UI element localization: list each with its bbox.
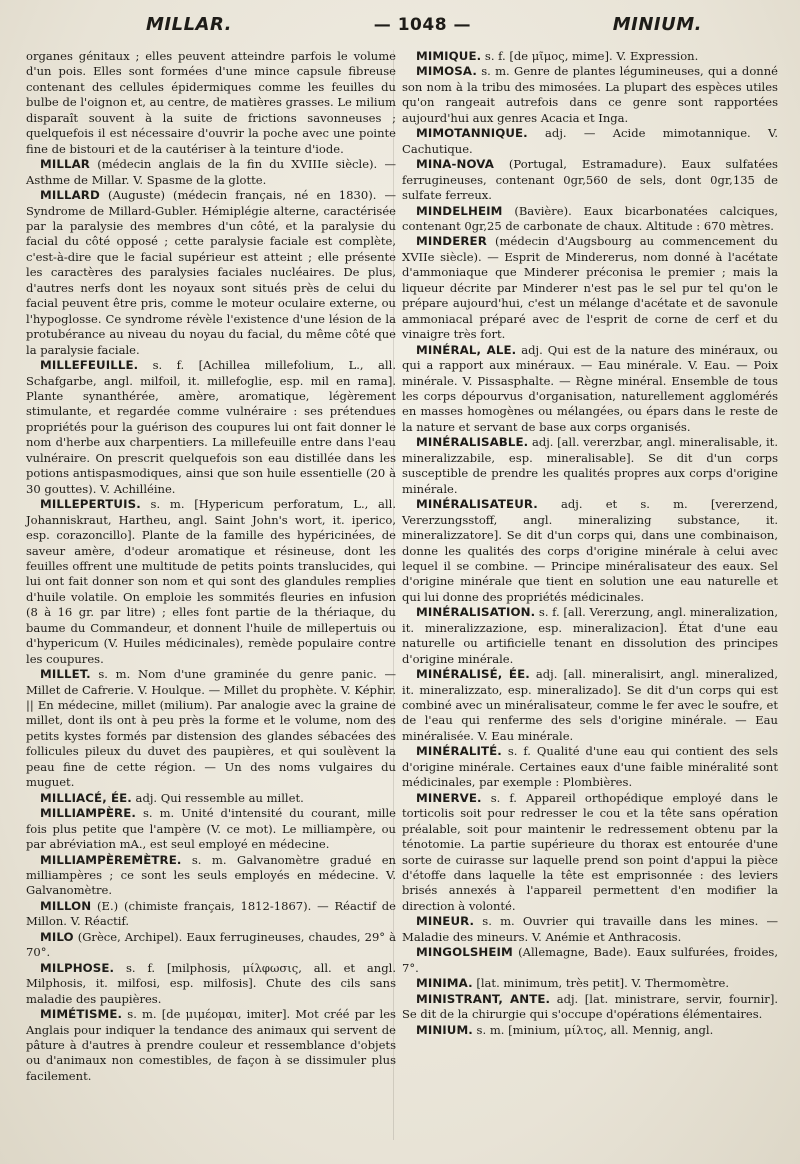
entry-definition: adj. Qui ressemble au millet. [131,790,304,805]
dictionary-entry [402,64,778,126]
entry-headword: MINIMA. [416,976,473,991]
entry-definition: adj. et s. m. [vererzend, Vererzungsstoff, angl. mineralizing substance, it. mineralizzatore]. Se dit d'un corps qui, dans une combinaison, donne les qualités des corps d'origine minérale à celui avec lequel il se combine. — Principe minéralisateur des eaux. Sel d'origine minérale que tient en solution une eau naturelle et qui lui donne des propriétés médicinales. [402,497,778,604]
dictionary-entry [26,497,396,667]
entry-definition: adj. [all. vererzbar, angl. mineralisable, it. mineralizzabile, esp. mineralisable]. Se dit d'un corps susceptible de prendre les qualités propres aux corps d'origine minérale. [402,435,778,496]
entry-definition: adj. [lat. ministrare, servir, fournir]. Se dit de la chirurgie qui s'occupe d'opérations élémentaires. [402,991,779,1022]
dictionary-entry [402,667,778,744]
entry-headword: MINISTRANT, ANTE. [416,991,551,1006]
dictionary-entry [402,204,778,235]
dictionary-entry [26,157,396,188]
entry-definition: s. f. Qualité d'une eau qui contient des sels d'origine minérale. Certaines eaux d'une faible minéralité sont médicinales, par exemple : Plombières. [402,744,778,790]
entry-definition: (Allemagne, Bade). Eaux sulfurées, froides, 7°. [402,945,778,975]
dictionary-entry [402,976,778,991]
entry-headword: MINDELHEIM [416,203,503,218]
entry-headword: MILLIACÉ, ÉE. [40,790,132,805]
entry-definition: adj. — Acide mimotannique. V. Cachutique. [402,126,778,156]
dictionary-entry [402,992,778,1023]
dictionary-entry [26,667,396,791]
entry-headword: MINDERER [416,234,487,249]
column-gutter [393,50,394,1140]
entry-headword: MILLARD [40,188,100,203]
entry-headword: MILLIAMPÈREMÈTRE. [40,852,182,867]
entry-headword: MINÉRALISÉ, ÉE. [416,667,530,682]
entry-definition: (Auguste) (médecin français, né en 1830). — Syndrome de Millard-Gubler. Hémiplégie alterne, caractérisée par la paralysie des membres d'un côté, et la paralysie du facial du côté opposé ; cette paralysie faciale est complète, c'est-à-dire que le facial supérieur est atteint ; elle présente les caractères des paralysies faciales nucléaires. De plus, d'autres nerfs dont les noyaux sont situés près de celui du facial peuvent être pris, comme le moteur oculaire externe, ou l'hypoglosse. Ce syndrome révèle l'existence d'une lésion de la protubérance au niveau du noyau du facial, du même côté que la paralysie faciale. [26,188,396,357]
entry-definition: s. f. [all. Vererzung, angl. mineralization, it. mineralizzazione, esp. mineralizacion]. État d'une eau naturelle ou artificielle tenant en dissolution des principes d'origine minérale. [402,605,778,666]
dictionary-entry [402,435,778,497]
entry-definition: (Bavière). Eaux bicarbonatées calciques, contenant 0gr,25 de carbonate de chaux. Altitude : 670 mètres. [402,203,778,233]
entry-definition: s. f. [milphosis, μίλφωσις, all. et angl. Milphosis, it. milfosi, esp. milfosis]. Chute des cils sans maladie des paupières. [26,960,396,1006]
entry-headword: MILLAR [40,157,90,172]
entry-definition: (médecin d'Augsbourg au commencement du XVIIe siècle). — Esprit de Mindererus, nom donné à l'acétate d'ammoniaque que Minderer préconisa le premier ; mais la liqueur décrite par Minderer n'est pas le sel pur tel qu'on le prépare aujourd'hui, c'est un mélange d'acétate et de savonule ammoniacal préparé avec de l'esprit de corne de cerf et du vinaigre très fort. [402,234,778,342]
entry-definition: s. f. [de μῖμος, mime]. V. Expression. [481,49,699,63]
dictionary-entry [26,188,396,358]
left-column [26,49,396,1084]
dictionary-entry [26,930,396,961]
entry-definition: (Portugal, Estramadure). Eaux sulfatées ferrugineuses, contenant 0gr,560 de sels, dont 0gr,135 de sulfate ferreux. [402,157,778,203]
entry-headword: MIMOTANNIQUE. [416,126,528,141]
dictionary-entry [26,358,396,497]
entry-definition: s. m. [minium, μίλτος, all. Mennig, angl. [472,1022,714,1037]
entry-definition: [lat. minimum, très petit]. V. Thermomètre. [472,976,729,991]
entry-definition: (E.) (chimiste français, 1812-1867). — Réactif de Millon. V. Réactif. [26,898,396,929]
entry-headword: MILPHOSE. [40,960,115,975]
entry-headword: MILO [40,929,74,944]
dictionary-entry [26,961,396,1007]
entry-headword: MINIUM. [416,1022,473,1037]
entry-headword: MILLON [40,898,92,913]
dictionary-entry [402,914,778,945]
entry-definition: s. m. Nom d'une graminée du genre panic. — Millet de Cafrerie. V. Houlque. — Millet du prophète. V. Képhir. || En médecine, millet (milium). Par analogie avec la graine de millet, dont ils ont à peu près la forme et le volume, nom des petits kystes formés par distension des glandes sébacées des follicules pileux du duvet des paupières, et qui soulèvent la peau fine de cette région. — Un des noms vulgaires du muguet. [26,667,396,790]
entry-headword: MIMÉTISME. [40,1007,123,1022]
dictionary-entry [26,49,396,157]
dictionary-entry [402,343,778,436]
dictionary-entry [402,744,778,790]
entry-definition: s. m. Ouvrier qui travaille dans les mines. — Maladie des mineurs. V. Anémie et Anthracosis. [402,914,778,944]
entry-headword: MINEUR. [416,914,475,929]
entry-headword: MIMOSA. [416,64,477,79]
dictionary-entry [402,945,778,976]
entry-definition: s. m. Galvanomètre gradué en milliampères ; ce sont les seuls employés en médecine. V. Galvanomètre. [26,852,396,898]
entry-definition: s. m. [de μιμέομαι, imiter]. Mot créé par les Anglais pour indiquer la tendance des animaux qui servent de pâture à d'autres à prendre couleur et ressemblance d'objets ou d'animaux non comestibles, de façon à se dissimuler plus facilement. [26,1007,396,1083]
entry-definition: s. m. [Hypericum perforatum, L., all. Johanniskraut, Hartheu, angl. Saint John's wort, it. iperico, esp. corazoncillo]. Plante de la famille des hypéricinées, de saveur amère, d'odeur aromatique et résineuse, dont les feuilles offrent une multitude de petits points translucides, qui lui ont fait donner son nom et qui sont des glandules remplies d'huile volatile. On emploie les sommités fleuries en infusion (8 à 16 gr. par litre) ; elles font partie de la thériaque, du baume du Commandeur, et donnent l'huile de millepertuis ou d'hypericum (V. Huiles médicinales), remède populaire contre les coupures. [26,497,396,666]
dictionary-entry [402,791,778,915]
dictionary-entry [26,899,396,930]
entry-headword: MILLEPERTUIS. [40,497,141,512]
entry-headword: MIMIQUE. [416,49,482,63]
dictionary-entry [402,49,778,64]
dictionary-entry [26,806,396,852]
dictionary-entry [402,157,778,203]
dictionary-entry [26,853,396,899]
entry-headword: MILLEFEUILLE. [40,358,139,373]
running-header [28,14,772,40]
entry-definition: s. f. Appareil orthopédique employé dans le torticolis soit pour redresser le cou et la tête sans opération préalable, soit pour maintenir le redressement obtenu par la ténotomie. La partie supérieure du thorax est entourée d'une sorte de cuirasse sur laquelle prend son point d'appui la pièce d'étoffe dans laquelle la tête est emprisonnée : des leviers brisés annexés à l'appareil permettent d'en modifier la direction à volonté. [402,790,778,913]
dictionary-entry [402,497,778,605]
entry-definition: (médecin anglais de la fin du XVIIIe siècle). — Asthme de Millar. V. Spasme de la glotte. [26,157,396,187]
dictionary-entry [402,234,778,342]
entry-headword: MINA-NOVA [416,157,494,172]
entry-definition: adj. [all. mineralisirt, angl. mineralized, it. mineralizzato, esp. mineralizado]. Se dit d'un corps qui est combiné avec un minéralisateur, comme le fer avec le soufre, et de l'eau qui renferme des sels d'origine minérale. — Eau minéralisée. V. Eau minérale. [402,667,778,743]
dictionary-entry [402,1023,778,1038]
entry-definition: adj. Qui est de la nature des minéraux, ou qui a rapport aux minéraux. — Eau minérale. V. Eau. — Poix minérale. V. Pissasphalte. — Règne minéral. Ensemble de tous les corps dépourvus d'organisation, naturellement agglomérés en masses homogènes ou mélangées, ou épars dans le reste de la nature et servant de base aux corps organisés. [402,342,778,434]
entry-definition: organes génitaux ; elles peuvent atteindre parfois le volume d'un pois. Elles sont formées d'une mince capsule fibreuse contenant des cellules épidermiques comme les feuilles du bulbe de l'oignon et, au centre, de matières grasses. Le milium disparaît souvent à la suite de frictions savonneuses ; quelquefois il est nécessaire d'ouvrir la poche avec une pointe fine de bistouri et de la cautériser à la teinture d'iode. [26,49,396,156]
entry-headword: MINGOLSHEIM [416,945,513,960]
entry-headword: MINERVE. [416,790,482,805]
dictionary-entry [402,126,778,157]
entry-headword: MINÉRALISATION. [416,605,536,620]
right-column [402,49,778,1038]
entry-headword: MINÉRALISATEUR. [416,497,538,512]
dictionary-entry [26,1007,396,1084]
entry-definition: s. f. [Achillea millefolium, L., all. Schafgarbe, angl. milfoil, it. millefoglie, esp. mil en rama]. Plante synanthérée, amère, aromatique, légèrement stimulante, et regardée comme vulnéraire : ses prétendues propriétés pour la guérison des coupures lui ont fait donner le nom d'herbe aux charpentiers. La millefeuille entre dans l'eau vulnéraire. On prescrit quelquefois son eau distillée dans les potions antispasmodiques, ainsi que son huile essentielle (20 à 30 gouttes). V. Achilléine. [26,358,396,496]
entry-definition: s. m. Unité d'intensité du courant, mille fois plus petite que l'ampère (V. ce mot). Le milliampère, ou par abréviation mA., est seul employé en médecine. [26,806,396,852]
entry-definition: s. m. Genre de plantes légumineuses, qui a donné son nom à la tribu des mimosées. La plupart des espèces utiles qu'on rangeait autrefois dans ce genre sont rapportées aujourd'hui aux genres Acacia et Inga. [402,64,778,125]
page-number: — 1048 — [373,15,471,35]
entry-headword: MILLIAMPÈRE. [40,806,136,821]
entry-headword: MILLET. [40,667,91,682]
dictionary-entry [26,791,396,806]
entry-definition: (Grèce, Archipel). Eaux ferrugineuses, chaudes, 29° à 70°. [26,929,396,960]
dictionary-entry [402,605,778,667]
header-left-word: MILLAR. [146,14,233,35]
entry-headword: MINÉRALISABLE. [416,435,529,450]
entry-headword: MINÉRAL, ALE. [416,342,517,357]
header-right-word: MINIUM. [612,14,702,35]
entry-headword: MINÉRALITÉ. [416,744,502,759]
